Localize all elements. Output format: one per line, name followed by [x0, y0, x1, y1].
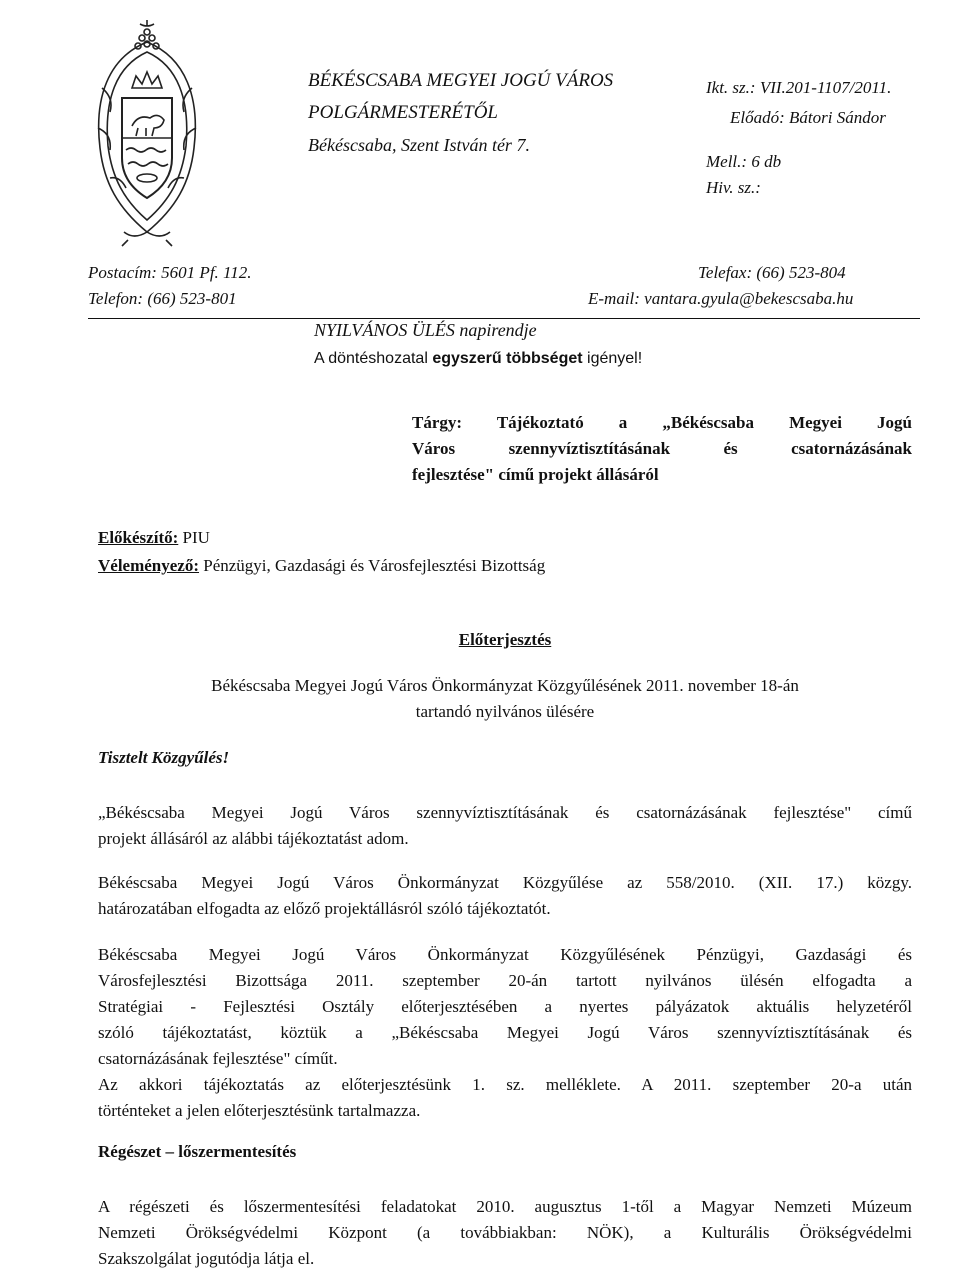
issuer-line-1: BÉKÉSCSABA MEGYEI JOGÚ VÁROS [308, 70, 614, 91]
file-number: Ikt. sz.: VII.201-1107/2011. [706, 78, 892, 97]
attachments: Mell.: 6 db [706, 152, 782, 171]
opinion-row: Véleményező: Pénzügyi, Gazdasági és Városfejlesztési Bizottság [98, 556, 546, 575]
subject-line-3: fejlesztése" című projekt állásáról [412, 465, 659, 484]
reference-number: Hiv. sz.: [706, 178, 761, 197]
section-heading: Régészet – lőszermentesítés [98, 1142, 297, 1161]
issuer-address: Békéscsaba, Szent István tér 7. [308, 135, 530, 155]
paragraph-2: Békéscsaba Megyei Jogú Város Önkormányzat Közgyűlése az 558/2010. (XII. 17.) közgy. határozatában elfogadta az előző projektállásról szóló tájékoztatót. [98, 873, 912, 918]
fax-number: Telefax: (66) 523-804 [698, 263, 846, 282]
subject-line-2: Város szennyvíztisztításának és csatornázásának [412, 439, 912, 458]
proposal-line-2: tartandó nyilvános ülésére [415, 702, 595, 721]
issuer-line-2: POLGÁRMESTERÉTŐL [308, 102, 498, 123]
proposal-line-1: Békéscsaba Megyei Jogú Város Önkormányzat Közgyűlésének 2011. november 18-án [211, 676, 799, 695]
city-coat-of-arms-icon [88, 18, 206, 248]
decision-requirement: A döntéshozatal egyszerű többséget igényel! [314, 350, 643, 367]
section-paragraph: A régészeti és lőszermentesítési feladatokat 2010. augusztus 1-től a Magyar Nemzeti Múzeum Nemzeti Örökségvédelmi Központ (a továbbiakban: NÖK), a Kulturális Örökségvédelmi Szakszolgálat jogutódja látja el. [98, 1197, 912, 1268]
rapporteur: Előadó: Bátori Sándor [730, 108, 886, 127]
salutation: Tisztelt Közgyűlés! [98, 748, 230, 767]
subject-block [412, 410, 912, 488]
email-address: E-mail: vantara.gyula@bekescsaba.hu [588, 289, 854, 308]
header-divider [88, 318, 920, 319]
paragraph-4: Az akkori tájékoztatás az előterjesztésünk 1. sz. melléklete. A 2011. szeptember 20-a után történteket a jelen előterjesztésünk tartalmazza. [98, 1075, 912, 1120]
phone-number: Telefon: (66) 523-801 [88, 289, 237, 308]
subject-line-1: Tárgy: Tájékoztató a „Békéscsaba Megyei Jogú [412, 413, 912, 432]
postal-address: Postacím: 5601 Pf. 112. [88, 263, 252, 282]
paragraph-3: Békéscsaba Megyei Jogú Város Önkormányzat Közgyűlésének Pénzügyi, Gazdasági és Városfejlesztési Bizottsága 2011. szeptember 20-án tartott nyilvános ülésén elfogadta a Stratégiai - Fejlesztési Osztály előterjesztésében a nyertes pályázatok aktuális helyzetéről szóló tájékoztatást, köztük a „Békéscsaba Megyei Jogú Város szennyvíztisztításának és csatornázásának fejlesztése" címűt. [98, 945, 912, 1068]
meeting-type: NYILVÁNOS ÜLÉS napirendje [314, 320, 537, 340]
paragraph-1: „Békéscsaba Megyei Jogú Város szennyvíztisztításának és csatornázásának fejlesztése" című projekt állásáról az alábbi tájékoztatást adom. [98, 803, 912, 848]
preparer-row: Előkészítő: PIU [98, 528, 210, 547]
proposal-title: Előterjesztés [458, 630, 552, 649]
